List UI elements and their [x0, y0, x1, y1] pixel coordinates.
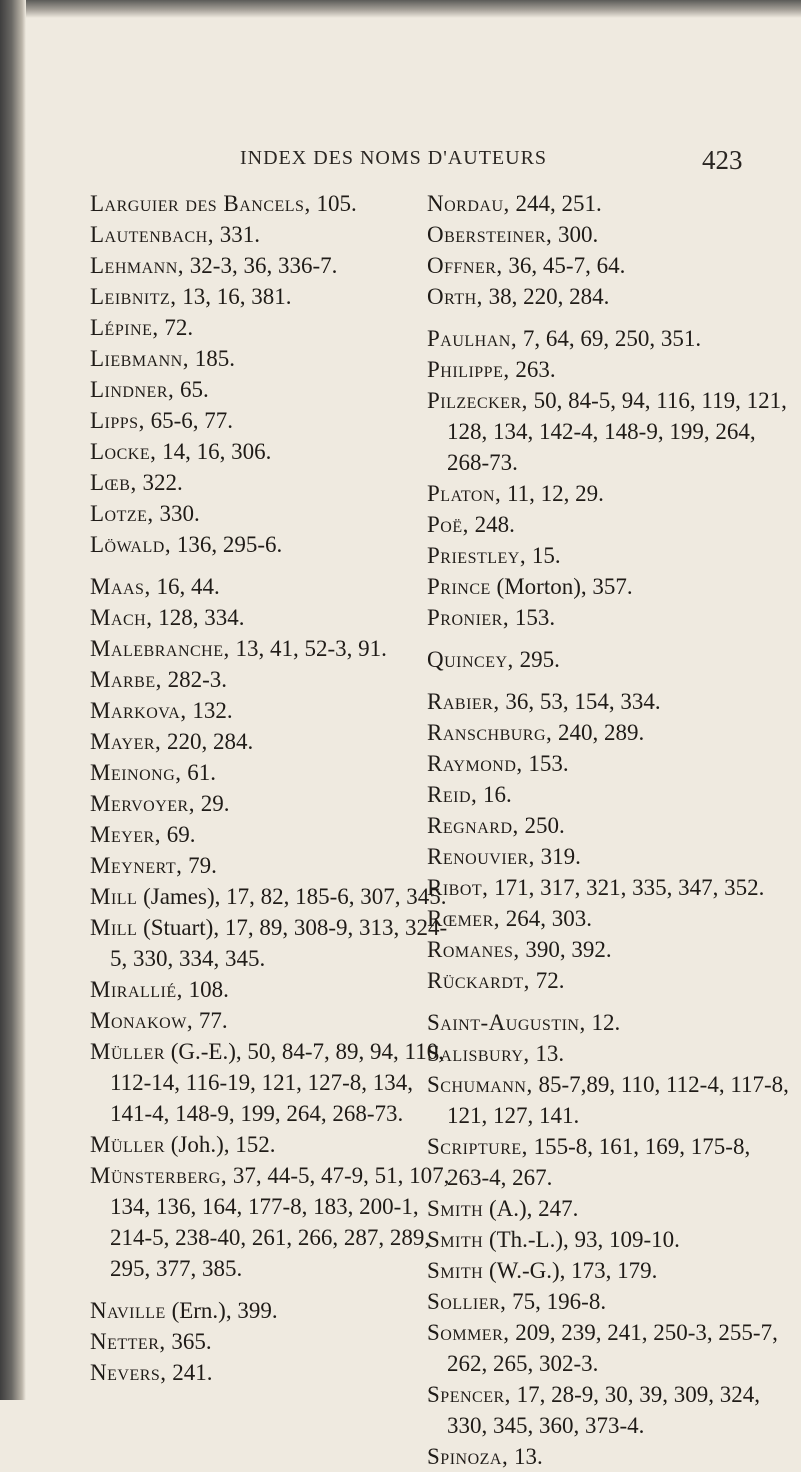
author-name: Quincey,	[427, 647, 514, 672]
index-entry	[90, 912, 460, 974]
page-references: 322.	[142, 470, 183, 495]
page-references: 72.	[164, 315, 194, 340]
author-name: Nordau,	[427, 191, 510, 216]
index-entry	[90, 529, 460, 560]
author-name: Mill	[90, 915, 138, 940]
author-name: Prince	[427, 574, 491, 599]
page-references: 15.	[531, 543, 561, 568]
index-entry	[90, 405, 460, 436]
page-references: 330.	[159, 501, 200, 526]
author-name: Ranschburg,	[427, 720, 553, 745]
page-references: 282-3.	[167, 667, 228, 692]
index-entry	[427, 965, 797, 996]
page-references: 263.	[515, 357, 556, 382]
index-entry	[90, 974, 460, 1005]
author-name: Pilzecker,	[427, 388, 528, 413]
author-name: Platon,	[427, 481, 502, 506]
index-entry	[90, 312, 460, 343]
author-name: Müller	[90, 1132, 165, 1157]
author-name: Spinoza,	[427, 1444, 509, 1469]
author-name: Mach,	[90, 605, 153, 630]
author-name: Locke,	[90, 439, 157, 464]
index-entry	[427, 250, 797, 281]
index-entry	[90, 1326, 460, 1357]
author-name: Pronier,	[427, 605, 510, 630]
index-column-right	[427, 188, 797, 1472]
index-entry	[427, 779, 797, 810]
page-references: 365.	[171, 1329, 212, 1354]
page-references: (W.-G.), 173, 179.	[488, 1258, 658, 1283]
page-references: 13.	[513, 1444, 543, 1469]
index-entry	[90, 498, 460, 529]
index-entry	[427, 1317, 797, 1379]
index-entry	[90, 1295, 460, 1326]
author-name: Mayer,	[90, 729, 162, 754]
index-entry	[90, 281, 460, 312]
author-name: Reid,	[427, 782, 478, 807]
author-name: Leibnitz,	[90, 284, 177, 309]
author-name: Liebmann,	[90, 346, 189, 371]
author-name: Lotze,	[90, 501, 154, 526]
index-entry	[90, 819, 460, 850]
index-entry	[90, 881, 460, 912]
author-name: Larguier des Bancels,	[90, 191, 311, 216]
page-references: 132.	[192, 698, 233, 723]
author-name: Smith	[427, 1227, 484, 1252]
letter-group-gap	[427, 633, 797, 644]
page-references: 37, 44-5, 47-9, 51, 107, 134, 136, 164, 177-8, 183, 200-1, 214-5, 238-40, 261, 266, 287, 289, 295, 377, 385.	[110, 1163, 450, 1281]
index-entry	[427, 540, 797, 571]
index-entry	[427, 748, 797, 779]
author-name: Meynert,	[90, 853, 183, 878]
index-entry	[427, 281, 797, 312]
index-entry	[427, 872, 797, 903]
index-entry	[90, 188, 460, 219]
page-references: 11, 12, 29.	[506, 481, 604, 506]
author-name: Naville	[90, 1298, 166, 1323]
index-entry	[427, 1131, 797, 1193]
page-references: 16, 44.	[156, 574, 220, 599]
index-entry	[427, 717, 797, 748]
index-entry	[427, 810, 797, 841]
index-entry	[90, 571, 460, 602]
page-references: 36, 45-7, 64.	[508, 253, 626, 278]
index-entry	[90, 436, 460, 467]
index-entry	[427, 188, 797, 219]
index-entry	[90, 664, 460, 695]
author-name: Meinong,	[90, 760, 182, 785]
author-name: Orth,	[427, 284, 483, 309]
page-references: 17, 28-9, 30, 39, 309, 324, 330, 345, 360, 373-4.	[447, 1382, 761, 1438]
index-entry	[427, 323, 797, 354]
page-number: 423	[702, 145, 743, 175]
author-name: Malebranche,	[90, 636, 230, 661]
index-entry	[427, 1379, 797, 1441]
page-references: 65-6, 77.	[150, 408, 233, 433]
author-name: Mirallié,	[90, 977, 183, 1002]
page-references: 85-7,89, 110, 112-4, 117-8, 121, 127, 141.	[447, 1072, 789, 1128]
letter-group-gap	[90, 1284, 460, 1295]
author-name: Sommer,	[427, 1320, 510, 1345]
index-entry	[90, 1160, 460, 1284]
index-entry	[90, 726, 460, 757]
index-entry	[90, 219, 460, 250]
page-binding-edge	[0, 0, 26, 1400]
running-title: INDEX DES NOMS D'AUTEURS	[240, 147, 548, 169]
page-references: 300.	[558, 222, 599, 247]
page-references: 79.	[188, 853, 217, 878]
page-references: 77.	[198, 1008, 228, 1033]
page-references: (A.), 247.	[488, 1196, 579, 1221]
page-references: (Stuart), 17, 89, 308-9, 313, 324-5, 330, 334, 345.	[110, 915, 448, 971]
page-references: (James), 17, 82, 185-6, 307, 345.	[143, 884, 447, 909]
page-references: 153.	[528, 751, 569, 776]
page-references: 153.	[514, 605, 556, 630]
page-references: 295.	[519, 647, 560, 672]
author-name: Smith	[427, 1196, 484, 1221]
page-references: 75, 196-8.	[512, 1289, 607, 1314]
index-entry	[427, 354, 797, 385]
page-references: 155-8, 161, 169, 175-8, 263-4, 267.	[447, 1134, 751, 1190]
index-entry	[427, 1286, 797, 1317]
index-entry	[427, 841, 797, 872]
running-header	[0, 145, 801, 179]
page-references: 108.	[188, 977, 229, 1002]
page-references: 72.	[535, 968, 565, 993]
page-references: (Joh.), 152.	[170, 1132, 276, 1157]
page-references: 136, 295-6.	[176, 532, 283, 557]
letter-group-gap	[427, 675, 797, 686]
index-entry	[90, 633, 460, 664]
page-references: 128, 334.	[158, 605, 245, 630]
author-name: Monakow,	[90, 1008, 194, 1033]
author-name: Renouvier,	[427, 844, 535, 869]
index-entry	[90, 467, 460, 498]
index-entry	[427, 1038, 797, 1069]
index-entry	[427, 478, 797, 509]
page-references: 248.	[474, 512, 515, 537]
author-name: Ribot,	[427, 875, 489, 900]
index-entry	[90, 250, 460, 281]
page-references: (G.-E.), 50, 84-7, 89, 94, 110, 112-14, 116-19, 121, 127-8, 134, 141-4, 148-9, 199, 264, 268-73.	[110, 1039, 444, 1126]
page-references: 331.	[219, 222, 260, 247]
page-references: (Th.-L.), 93, 109-10.	[488, 1227, 680, 1252]
author-name: Markova,	[90, 698, 187, 723]
author-name: Saint-Augustin,	[427, 1010, 586, 1035]
index-entry	[90, 757, 460, 788]
author-name: Paulhan,	[427, 326, 518, 351]
page-references: 14, 16, 306.	[162, 439, 272, 464]
author-name: Rückardt,	[427, 968, 530, 993]
author-name: Regnard,	[427, 813, 519, 838]
page-references: 13, 16, 381.	[182, 284, 292, 309]
page-references: 209, 239, 241, 250-3, 255-7, 262, 265, 302-3.	[447, 1320, 778, 1376]
page-references: 32-3, 36, 336-7.	[189, 253, 338, 278]
index-entry	[427, 1007, 797, 1038]
page-references: 13.	[535, 1041, 565, 1066]
author-name: Philippe,	[427, 357, 510, 382]
page-references: 61.	[187, 760, 217, 785]
author-name: Maas,	[90, 574, 151, 599]
index-entry	[427, 686, 797, 717]
author-name: Spencer,	[427, 1382, 511, 1407]
index-entry	[427, 644, 797, 675]
author-name: Rabier,	[427, 689, 500, 714]
page-references: 65.	[180, 377, 209, 402]
page-references: 241.	[172, 1360, 213, 1385]
author-name: Lautenbach,	[90, 222, 214, 247]
index-entry	[427, 903, 797, 934]
page-references: 244, 251.	[515, 191, 602, 216]
author-name: Lœb,	[90, 470, 137, 495]
page-references: (Ern.), 399.	[171, 1298, 278, 1323]
index-entry	[427, 571, 797, 602]
index-entry	[90, 1036, 460, 1129]
index-entry	[90, 1357, 460, 1388]
index-entry	[90, 695, 460, 726]
author-name: Sollier,	[427, 1289, 507, 1314]
author-name: Nevers,	[90, 1360, 167, 1385]
page-references: 13, 41, 52-3, 91.	[235, 636, 387, 661]
author-name: Rœmer,	[427, 906, 500, 931]
author-name: Schumann,	[427, 1072, 533, 1097]
page-references: 185.	[194, 346, 235, 371]
author-name: Meyer,	[90, 822, 161, 847]
page-references: 16.	[483, 782, 512, 807]
index-entry	[427, 219, 797, 250]
index-entry	[90, 374, 460, 405]
page-references: 240, 289.	[558, 720, 645, 745]
author-name: Lindner,	[90, 377, 175, 402]
index-entry	[427, 509, 797, 540]
author-name: Scripture,	[427, 1134, 528, 1159]
author-name: Lépine,	[90, 315, 159, 340]
author-name: Offner,	[427, 253, 503, 278]
author-name: Marbe,	[90, 667, 162, 692]
author-name: Priestley,	[427, 543, 527, 568]
page-references: 220, 284.	[167, 729, 254, 754]
index-entry	[90, 1005, 460, 1036]
author-name: Löwald,	[90, 532, 172, 557]
page-references: 171, 317, 321, 335, 347, 352.	[494, 875, 765, 900]
index-entry	[427, 385, 797, 478]
author-name: Netter,	[90, 1329, 166, 1354]
author-name: Müller	[90, 1039, 165, 1064]
letter-group-gap	[90, 560, 460, 571]
index-entry	[427, 1224, 797, 1255]
page-references: 390, 392.	[525, 937, 612, 962]
index-column-left	[90, 188, 460, 1388]
author-name: Obersteiner,	[427, 222, 553, 247]
author-name: Mervoyer,	[90, 791, 195, 816]
author-name: Romanes,	[427, 937, 520, 962]
page-references: 250.	[524, 813, 565, 838]
index-entry	[427, 1193, 797, 1224]
page-references: 12.	[591, 1010, 621, 1035]
page-references: 29.	[200, 791, 230, 816]
page-top-edge	[0, 0, 801, 18]
author-name: Münsterberg,	[90, 1163, 228, 1188]
index-entry	[90, 1129, 460, 1160]
author-name: Salisbury,	[427, 1041, 530, 1066]
letter-group-gap	[427, 312, 797, 323]
page-references: 105.	[316, 191, 357, 216]
index-entry	[427, 1441, 797, 1472]
author-name: Poë,	[427, 512, 469, 537]
author-name: Lehmann,	[90, 253, 185, 278]
index-entry	[90, 602, 460, 633]
index-entry	[427, 602, 797, 633]
author-name: Lipps,	[90, 408, 145, 433]
page-references: 36, 53, 154, 334.	[505, 689, 661, 714]
page-references: 7, 64, 69, 250, 351.	[522, 326, 702, 351]
author-name: Smith	[427, 1258, 484, 1283]
index-entry	[427, 1255, 797, 1286]
index-entry	[90, 343, 460, 374]
index-entry	[90, 850, 460, 881]
letter-group-gap	[427, 996, 797, 1007]
page-references: 319.	[540, 844, 581, 869]
index-entry	[427, 1069, 797, 1131]
page-references: (Morton), 357.	[496, 574, 633, 599]
page-references: 50, 84-5, 94, 116, 119, 121, 128, 134, 142-4, 148-9, 199, 264, 268-73.	[447, 388, 787, 475]
page-references: 38, 220, 284.	[488, 284, 610, 309]
page-references: 264, 303.	[505, 906, 592, 931]
page-references: 69.	[166, 822, 196, 847]
index-entry	[427, 934, 797, 965]
author-name: Raymond,	[427, 751, 523, 776]
author-name: Mill	[90, 884, 138, 909]
index-entry	[90, 788, 460, 819]
